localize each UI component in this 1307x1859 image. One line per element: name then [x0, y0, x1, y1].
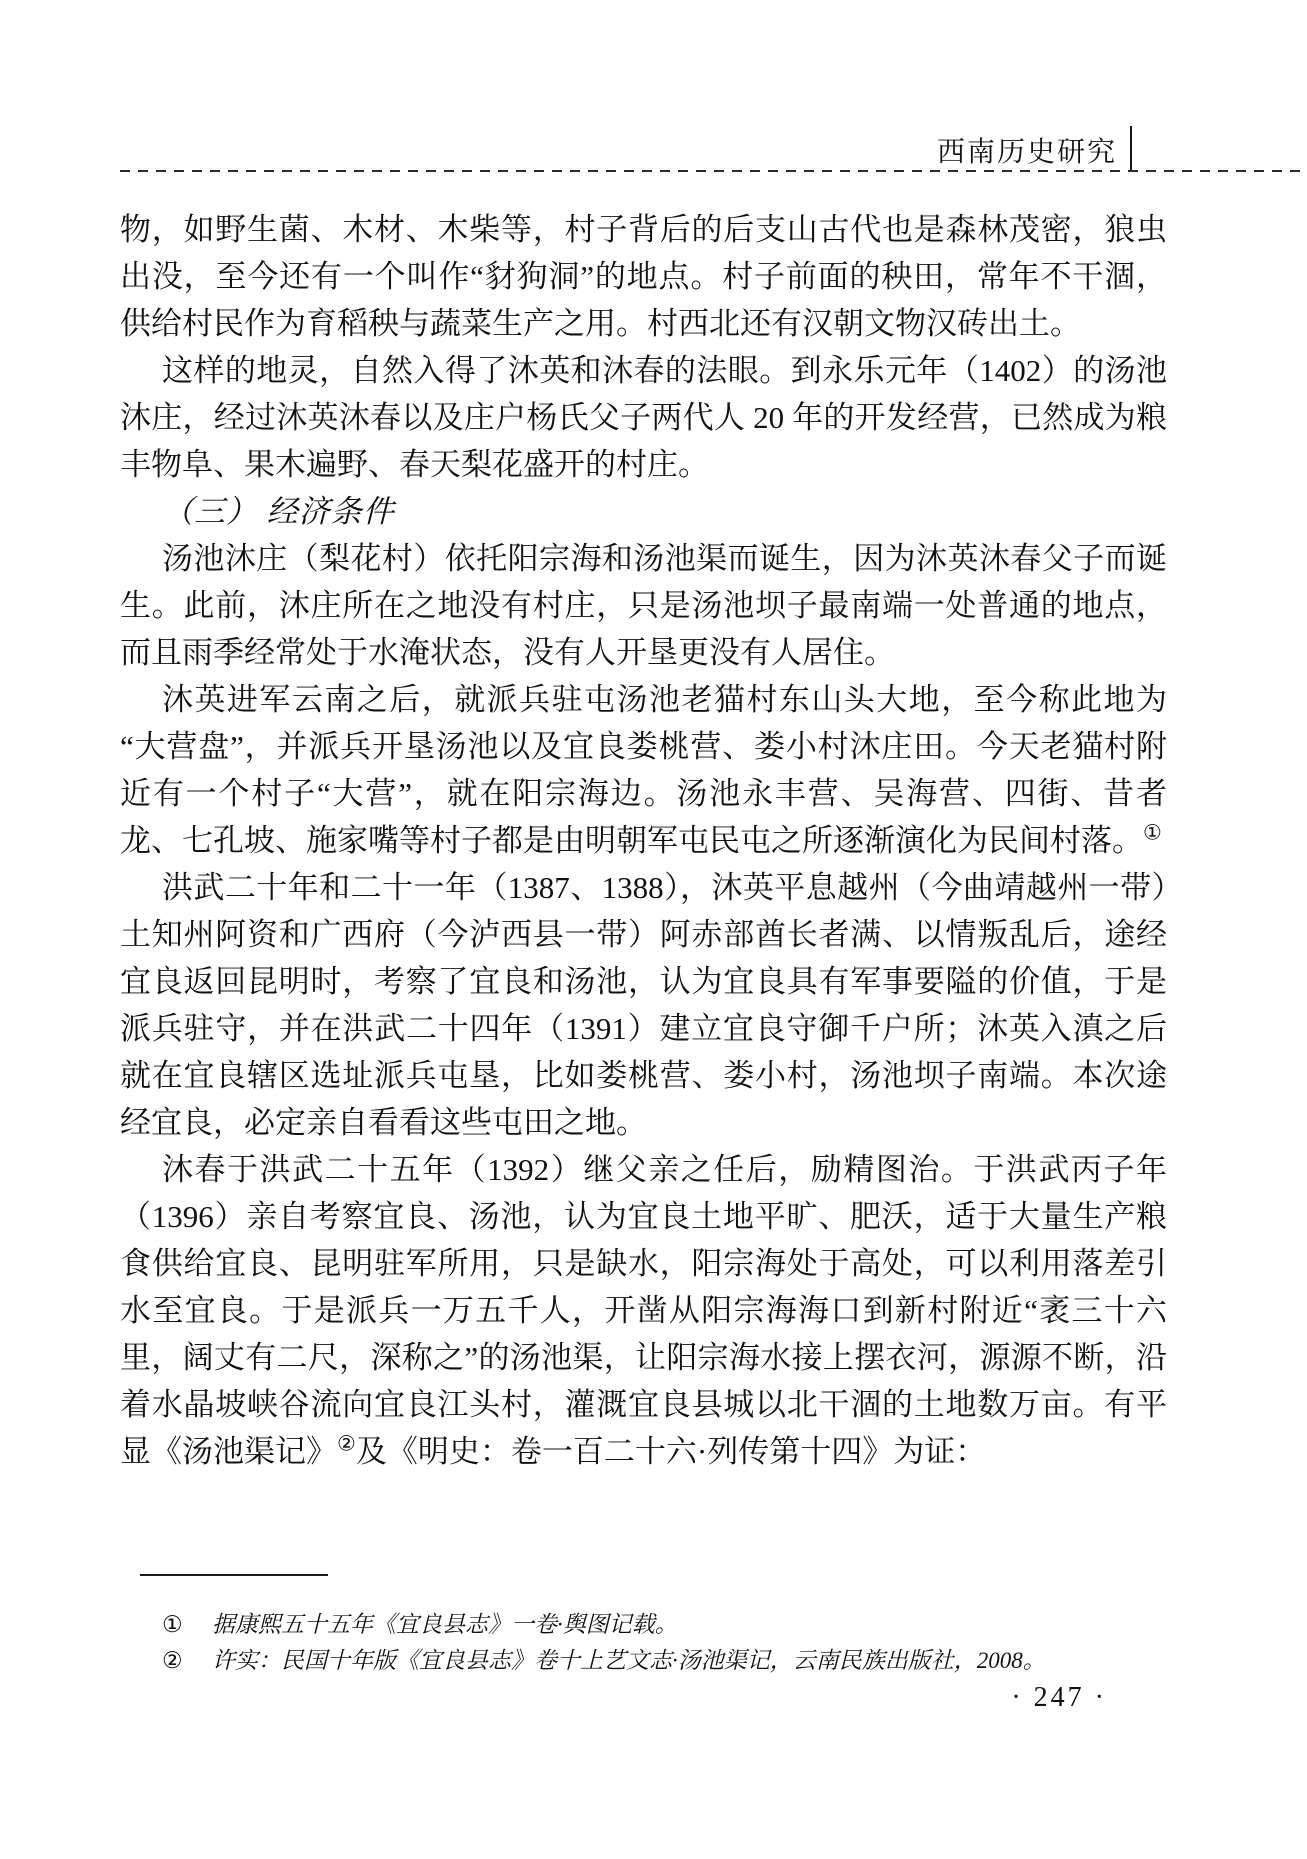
text-run: 沐英进军云南之后，就派兵驻屯汤池老猫村东山头大地，至今称此地为“大营盘”，并派兵开垦汤池以及宜良娄桃营、娄小村沐庄田。今天老猫村附近有一个村子“大营”，就在阳宗海边。汤池永丰营、吴海营、四街、昔者龙、七孔坡、施家嘴等村子都是由明朝军屯民屯之所逐渐演化为民间村落。: [120, 682, 1167, 858]
paragraph-7: [120, 1146, 1167, 1475]
paragraph-2: [120, 347, 1167, 488]
footnotes: [120, 1607, 1167, 1679]
text-run: 沐春于洪武二十五年（1392）继父亲之任后，励精图治。于洪武丙子年（1396）亲自考察宜良、汤池，认为宜良土地平旷、肥沃，适于大量生产粮食供给宜良、昆明驻军所用，只是缺水，阳宗海处于高处，可以利用落差引水至宜良。于是派兵一万五千人，开凿从阳宗海海口到新村附近“袤三十六里，阔丈有二尺，深称之”的汤池渠，让阳宗海水接上摆衣河，源源不断，沿着水晶坡峡谷流向宜良江头村，灌溉宜良县城以北干涸的土地数万亩。有平显《汤池渠记》: [120, 1152, 1167, 1469]
footnote-2-text: 许实：民国十年版《宜良县志》卷十上艺文志·汤池渠记，云南民族出版社，2008。: [212, 1648, 1046, 1673]
footnote-2-marker: ②: [162, 1648, 183, 1673]
footnote-2: [120, 1643, 1167, 1679]
text-run: 物，如野生菌、木材、木柴等，村子背后的后支山古代也是森林茂密，狼虫出没，至今还有一个叫作“豺狗洞”的地点。村子前面的秧田，常年不干涸，供给村民作为育稻秧与蔬菜生产之用。村西北还有汉朝文物汉砖出土。: [120, 212, 1167, 341]
body-text: [120, 206, 1167, 1475]
paragraph-6: [120, 864, 1167, 1146]
page-number: · 247 ·: [1011, 1682, 1107, 1713]
paragraph-1: [120, 206, 1167, 347]
paragraph-4: [120, 535, 1167, 676]
footnote-1-marker: ①: [162, 1612, 183, 1637]
running-head-dashed-rule: [120, 170, 1307, 172]
footnote-1: [120, 1607, 1167, 1643]
footnote-reference: ②: [337, 1431, 356, 1456]
text-run: 洪武二十年和二十一年（1387、1388），沐英平息越州（今曲靖越州一带）土知州阿资和广西府（今泸西县一带）阿赤部酋长者满、以情叛乱后，途经宜良返回昆明时，考察了宜良和汤池，认为宜良具有军事要隘的价值，于是派兵驻守，并在洪武二十四年（1391）建立宜良守御千户所；沐英入滇之后就在宜良辖区选址派兵屯垦，比如娄桃营、娄小村，汤池坝子南端。本次途经宜良，必定亲自看看这些屯田之地。: [120, 870, 1167, 1140]
text-run: 汤池沐庄（梨花村）依托阳宗海和汤池渠而诞生，因为沐英沐春父子而诞生。此前，沐庄所在之地没有村庄，只是汤池坝子最南端一处普通的地点，而且雨季经常处于水淹状态，没有人开垦更没有人居住。: [120, 541, 1167, 670]
text-run: 这样的地灵，自然入得了沐英和沐春的法眼。到永乐元年（1402）的汤池沐庄，经过沐英沐春以及庄户杨氏父子两代人 20 年的开发经营，已然成为粮丰物阜、果木遍野、春天梨花盛开的村庄。: [120, 353, 1167, 482]
footnote-separator-rule: [140, 1574, 328, 1576]
running-head-title: 西南历史研究: [936, 137, 1117, 168]
section-heading: [120, 488, 1167, 535]
text-run: （三） 经济条件: [162, 494, 395, 529]
footnote-1-text: 据康熙五十五年《宜良县志》一卷·舆图记载。: [212, 1612, 678, 1637]
text-run: 及《明史：卷一百二十六·列传第十四》为证：: [355, 1434, 987, 1469]
footnote-reference: ①: [1143, 820, 1162, 845]
running-head-divider-bar: [1130, 126, 1132, 172]
paragraph-5: [120, 676, 1167, 864]
